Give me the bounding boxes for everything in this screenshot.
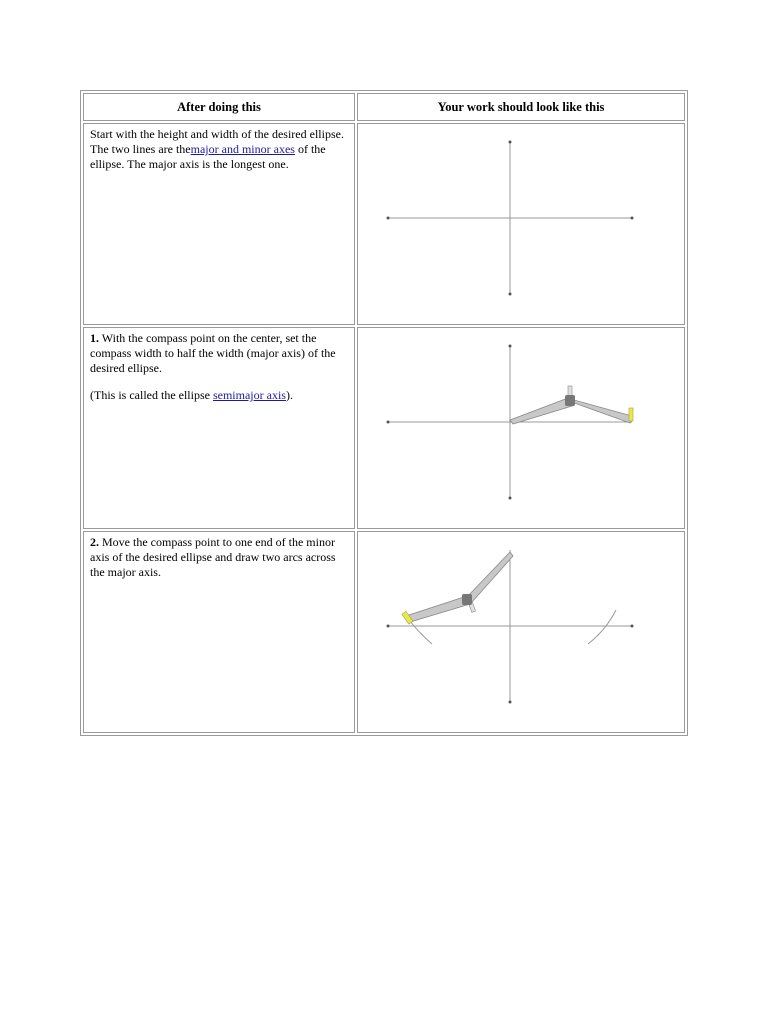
table-row xyxy=(83,531,685,733)
header-after-doing-this: After doing this xyxy=(83,93,355,121)
construction-steps-table xyxy=(80,90,688,736)
axis-endpoint xyxy=(631,625,634,628)
compass-width-figure xyxy=(358,328,684,528)
right-arc xyxy=(588,610,616,644)
axis-endpoint xyxy=(509,141,512,144)
step-0-instructions xyxy=(83,123,355,325)
step-0-text-after: of the ellipse. The major axis is the longest one. xyxy=(90,142,326,171)
step-1-text: With the compass point on the center, set the compass width to half the width (major axis) of the desired ellipse. xyxy=(90,331,336,375)
axis-endpoint xyxy=(387,217,390,220)
step-0-figure xyxy=(357,123,685,325)
step-1-paragraph xyxy=(90,331,348,376)
table-row xyxy=(83,327,685,529)
header-your-work: Your work should look like this xyxy=(357,93,685,121)
step-1-figure xyxy=(357,327,685,529)
step-1-instructions xyxy=(83,327,355,529)
step-1-note-end: ). xyxy=(285,388,293,402)
step-2-instructions xyxy=(83,531,355,733)
axis-endpoint xyxy=(509,293,512,296)
step-1-number: 1. xyxy=(90,331,99,345)
pencil-icon xyxy=(629,408,633,421)
compass-icon xyxy=(510,386,633,424)
step-1-note xyxy=(90,388,348,403)
semimajor-axis-link[interactable]: semimajor axis xyxy=(212,388,286,402)
axis-endpoint xyxy=(509,701,512,704)
step-0-text: Start with the height and width of the desired ellipse. The two lines are the xyxy=(90,127,344,156)
axis-endpoint xyxy=(509,345,512,348)
compass-icon xyxy=(402,552,513,624)
step-2-text: Move the compass point to one end of the minor axis of the desired ellipse and draw two arcs across the major axis. xyxy=(90,535,336,579)
table-row xyxy=(83,123,685,325)
axes-figure xyxy=(358,124,684,324)
axis-endpoint xyxy=(387,421,390,424)
axis-endpoint xyxy=(509,497,512,500)
major-minor-axes-link[interactable]: major and minor axes xyxy=(190,142,295,156)
draw-arcs-figure xyxy=(358,532,684,732)
step-2-number: 2. xyxy=(90,535,99,549)
axis-endpoint xyxy=(631,217,634,220)
table-header-row xyxy=(83,93,685,121)
step-2-figure xyxy=(357,531,685,733)
step-2-paragraph xyxy=(90,535,348,580)
step-1-note-text: (This is called the ellipse xyxy=(90,388,213,402)
axis-endpoint xyxy=(387,625,390,628)
